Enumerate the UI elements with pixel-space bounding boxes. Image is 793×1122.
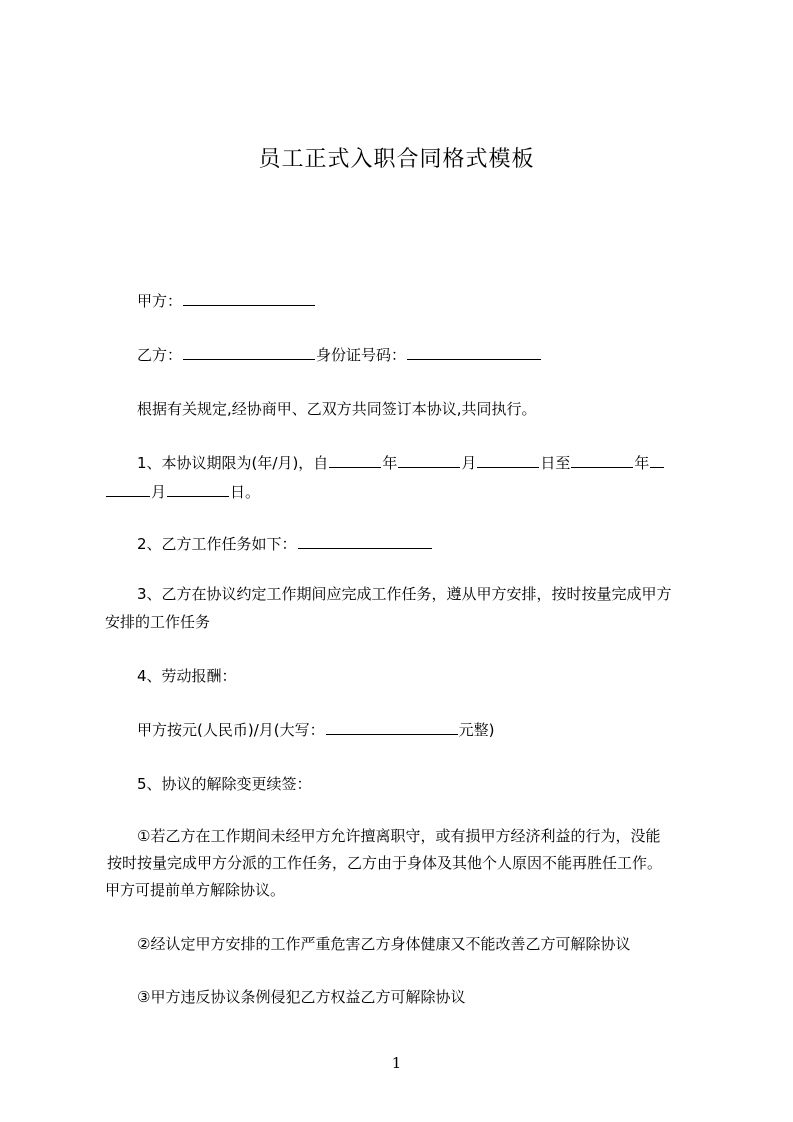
salary-suffix: 元整) — [458, 721, 495, 739]
item-1-line-1: ①若乙方在工作期间未经甲方允许擅离职守，或有损甲方经济利益的行为，没能 — [137, 827, 661, 845]
salary-amount-blank — [326, 720, 458, 735]
clause-1-day-to: 日至 — [540, 454, 571, 472]
clause-2-line — [137, 534, 433, 554]
item-1-line-3: 甲方可提前单方解除协议。 — [105, 881, 286, 899]
party-b-blank — [183, 345, 315, 360]
clause-1-day-end: 日。 — [230, 483, 261, 501]
work-task-blank — [298, 534, 432, 549]
clause-3-line-1: 3、乙方在协议约定工作期间应完成工作任务，遵从甲方安排，按时按量完成甲方 — [137, 585, 672, 603]
clause-3-line-2: 安排的工作任务 — [105, 613, 211, 631]
party-b-line — [137, 345, 542, 365]
clause-1-prefix: 1、本协议期限为(年/月)，自 — [137, 454, 329, 472]
clause-2-label: 2、乙方工作任务如下： — [137, 535, 297, 553]
clause-1-line-1 — [137, 453, 665, 473]
page-number: 1 — [391, 1054, 402, 1072]
end-month-blank-part2 — [106, 482, 150, 497]
id-number-label: 身份证号码： — [316, 346, 407, 364]
clause-1-month-end: 月 — [151, 483, 167, 501]
salary-prefix: 甲方按元(人民币)/月(大写： — [137, 721, 325, 739]
clause-5-label: 5、协议的解除变更续签： — [137, 775, 312, 793]
party-b-label: 乙方： — [137, 346, 183, 364]
party-a-blank — [183, 291, 315, 306]
start-year-blank — [329, 453, 381, 468]
clause-1-line-2 — [105, 482, 260, 502]
party-a-line — [137, 291, 316, 311]
clause-1-year-end: 年 — [634, 454, 650, 472]
item-1-line-2: 按时按量完成甲方分派的工作任务，乙方由于身体及其他个人原因不能再胜任工作。 — [107, 854, 663, 872]
document-title: 员工正式入职合同格式模板 — [258, 147, 535, 172]
start-day-blank — [477, 453, 539, 468]
clause-1-year: 年 — [382, 454, 398, 472]
clause-1-month: 月 — [461, 454, 477, 472]
end-month-blank-part1 — [650, 453, 664, 468]
party-a-label: 甲方： — [137, 292, 183, 310]
item-2-text: ②经认定甲方安排的工作严重危害乙方身体健康又不能改善乙方可解除协议 — [137, 935, 631, 953]
end-day-blank — [167, 482, 229, 497]
salary-line — [137, 720, 494, 740]
id-number-blank — [407, 345, 541, 360]
intro-text: 根据有关规定,经协商甲、乙双方共同签订本协议,共同执行。 — [137, 400, 537, 418]
clause-4-label: 4、劳动报酬： — [137, 667, 237, 685]
start-month-blank — [398, 453, 460, 468]
end-year-blank — [571, 453, 633, 468]
item-3-text: ③甲方违反协议条例侵犯乙方权益乙方可解除协议 — [137, 988, 466, 1006]
